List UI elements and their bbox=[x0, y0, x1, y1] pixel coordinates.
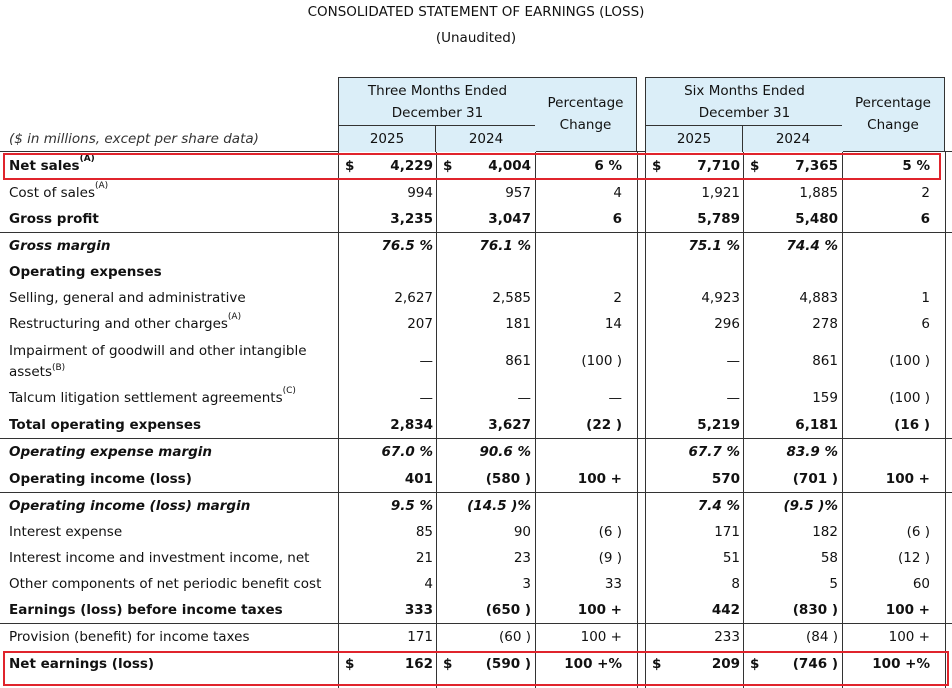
value-cell: 181 bbox=[505, 316, 531, 332]
value-cell: 3,627 bbox=[488, 417, 531, 433]
three-months-label-1: Three Months Ended bbox=[367, 83, 508, 99]
value-cell: 23 bbox=[513, 550, 531, 566]
row-label: Talcum litigation settlement agreements$^{(C)}$ bbox=[9, 386, 296, 406]
value-cell: 159 bbox=[812, 390, 838, 406]
currency-symbol: $ bbox=[345, 656, 355, 672]
row-label: Restructuring and other charges$^{(A)}$ bbox=[9, 312, 242, 332]
row-label: Net sales$^{(A)}$ bbox=[9, 154, 95, 174]
value-cell: (22 ) bbox=[586, 417, 622, 433]
three-months-header bbox=[338, 77, 536, 126]
pct-change-label-3: Percentage bbox=[855, 95, 931, 111]
value-cell: (6 ) bbox=[906, 524, 930, 540]
year-header-row bbox=[0, 126, 952, 152]
value-cell: 2,585 bbox=[492, 290, 531, 306]
value-cell: (100 ) bbox=[889, 390, 930, 406]
value-cell: 100 + bbox=[885, 471, 930, 487]
value-cell: 75.1 % bbox=[688, 238, 740, 254]
currency-symbol: $ bbox=[652, 158, 662, 174]
value-cell: — bbox=[419, 353, 433, 369]
value-cell: 4,883 bbox=[799, 290, 838, 306]
value-cell: (6 ) bbox=[598, 524, 622, 540]
row-label: Total operating expenses bbox=[9, 417, 202, 433]
row-label: Cost of sales$^{(A)}$ bbox=[9, 181, 109, 201]
table-row bbox=[0, 285, 952, 311]
value-cell: (100 ) bbox=[889, 353, 930, 369]
row-label: Gross profit bbox=[9, 211, 99, 227]
value-cell: 3,235 bbox=[390, 211, 433, 227]
value-cell: (84 ) bbox=[805, 629, 838, 645]
value-cell: 100 + bbox=[577, 471, 622, 487]
value-cell: (14.5 )% bbox=[467, 498, 531, 514]
row-label: Interest expense bbox=[9, 524, 123, 540]
value-cell: 861 bbox=[812, 353, 838, 369]
value-cell: 162 bbox=[404, 656, 433, 672]
value-cell: 5,789 bbox=[697, 211, 740, 227]
table-row bbox=[0, 597, 952, 624]
value-cell: (701 ) bbox=[792, 471, 838, 487]
value-cell: — bbox=[517, 390, 531, 406]
value-cell: 67.0 % bbox=[381, 444, 433, 460]
table-row bbox=[0, 466, 952, 493]
table-row bbox=[0, 624, 952, 651]
value-cell: 5,480 bbox=[795, 211, 838, 227]
value-cell: 861 bbox=[505, 353, 531, 369]
value-cell: 100 +% bbox=[872, 656, 930, 672]
value-cell: — bbox=[419, 390, 433, 406]
three-months-label-2: December 31 bbox=[391, 105, 484, 121]
value-cell: 278 bbox=[812, 316, 838, 332]
row-label: Operating income (loss) margin bbox=[9, 498, 251, 514]
value-cell: 171 bbox=[714, 524, 740, 540]
table-row bbox=[0, 180, 952, 206]
value-cell: 401 bbox=[404, 471, 433, 487]
row-label: Selling, general and administrative bbox=[9, 290, 246, 306]
value-cell: 76.5 % bbox=[381, 238, 433, 254]
value-cell: 74.4 % bbox=[786, 238, 838, 254]
currency-symbol: $ bbox=[345, 158, 355, 174]
row-label: Impairment of goodwill and other intangible assets$^{(B)}$ bbox=[9, 343, 307, 380]
value-cell: 76.1 % bbox=[479, 238, 531, 254]
value-cell: (100 ) bbox=[581, 353, 622, 369]
value-cell: 182 bbox=[812, 524, 838, 540]
currency-symbol: $ bbox=[750, 656, 760, 672]
table-row bbox=[0, 311, 952, 337]
six-months-label-1: Six Months Ended bbox=[684, 83, 805, 99]
net-sales-highlight bbox=[3, 153, 941, 180]
value-cell: 21 bbox=[415, 550, 433, 566]
value-cell: 6,181 bbox=[795, 417, 838, 433]
value-cell: 100 + bbox=[580, 629, 622, 645]
value-cell: (12 ) bbox=[897, 550, 930, 566]
value-cell: 6 bbox=[612, 211, 622, 227]
value-cell: 333 bbox=[404, 602, 433, 618]
value-cell: 100 + bbox=[885, 602, 930, 618]
table-row bbox=[0, 337, 952, 385]
year-2024-6m: 2024 bbox=[743, 126, 843, 152]
units-note: ($ in millions, except per share data) bbox=[9, 131, 259, 147]
value-cell: 14 bbox=[604, 316, 622, 332]
value-cell: (16 ) bbox=[894, 417, 930, 433]
value-cell: (9 ) bbox=[598, 550, 622, 566]
value-cell: 1,885 bbox=[799, 185, 838, 201]
value-cell: 9.5 % bbox=[390, 498, 433, 514]
value-cell: 90 bbox=[513, 524, 531, 540]
value-cell: 83.9 % bbox=[786, 444, 838, 460]
value-cell: 8 bbox=[731, 576, 740, 592]
value-cell: 296 bbox=[714, 316, 740, 332]
value-cell: 2 bbox=[613, 290, 622, 306]
value-cell: 957 bbox=[505, 185, 531, 201]
value-cell: 2,627 bbox=[394, 290, 433, 306]
six-months-label-2: December 31 bbox=[698, 105, 791, 121]
value-cell: (650 ) bbox=[485, 602, 531, 618]
value-cell: 100 + bbox=[888, 629, 930, 645]
row-label: Operating income (loss) bbox=[9, 471, 192, 487]
value-cell: 33 bbox=[604, 576, 622, 592]
currency-symbol: $ bbox=[443, 158, 453, 174]
value-cell: (590 ) bbox=[485, 656, 531, 672]
value-cell: (580 ) bbox=[485, 471, 531, 487]
table-row bbox=[0, 439, 952, 466]
value-cell: — bbox=[726, 390, 740, 406]
row-label: Operating expense margin bbox=[9, 444, 213, 460]
row-label: Earnings (loss) before income taxes bbox=[9, 602, 283, 618]
value-cell: 67.7 % bbox=[688, 444, 740, 460]
value-cell: (9.5 )% bbox=[783, 498, 838, 514]
table-row bbox=[0, 493, 952, 520]
value-cell: (60 ) bbox=[498, 629, 531, 645]
value-cell: 209 bbox=[711, 656, 740, 672]
value-cell: 4,923 bbox=[701, 290, 740, 306]
year-2025-6m: 2025 bbox=[645, 126, 743, 152]
value-cell: 6 bbox=[921, 316, 930, 332]
net-earnings-highlight bbox=[3, 651, 949, 686]
value-cell: 1,921 bbox=[701, 185, 740, 201]
value-cell: 100 +% bbox=[564, 656, 622, 672]
value-cell: 85 bbox=[415, 524, 433, 540]
value-cell: 90.6 % bbox=[479, 444, 531, 460]
statement-title: CONSOLIDATED STATEMENT OF EARNINGS (LOSS) bbox=[307, 4, 645, 20]
value-cell: 1 bbox=[921, 290, 930, 306]
row-label: Operating expenses bbox=[9, 264, 162, 280]
value-cell: 6 % bbox=[594, 158, 622, 174]
table-row bbox=[0, 411, 952, 439]
value-cell: 3 bbox=[522, 576, 531, 592]
currency-symbol: $ bbox=[652, 656, 662, 672]
currency-symbol: $ bbox=[750, 158, 760, 174]
value-cell: 4 bbox=[424, 576, 433, 592]
table-row bbox=[0, 206, 952, 233]
value-cell: 2 bbox=[921, 185, 930, 201]
statement-subtitle: (Unaudited) bbox=[435, 30, 517, 46]
value-cell: 4 bbox=[613, 185, 622, 201]
row-label: Interest income and investment income, net bbox=[9, 550, 310, 566]
value-cell: 7,710 bbox=[697, 158, 740, 174]
value-cell: 60 bbox=[912, 576, 930, 592]
row-label: Other components of net periodic benefit cost bbox=[9, 576, 322, 592]
value-cell: 442 bbox=[711, 602, 740, 618]
row-label: Net earnings (loss) bbox=[9, 656, 155, 672]
value-cell: 7,365 bbox=[795, 158, 838, 174]
pct-change-label-1: Percentage bbox=[547, 95, 624, 111]
table-row bbox=[0, 520, 952, 545]
table-row bbox=[0, 385, 952, 411]
value-cell: (830 ) bbox=[792, 602, 838, 618]
value-cell: 4,229 bbox=[390, 158, 433, 174]
value-cell: 2,834 bbox=[390, 417, 433, 433]
value-cell: 5,219 bbox=[697, 417, 740, 433]
year-2025-3m: 2025 bbox=[338, 126, 436, 152]
table-row bbox=[0, 233, 952, 259]
row-label: Provision (benefit) for income taxes bbox=[9, 629, 250, 645]
value-cell: 100 + bbox=[577, 602, 622, 618]
value-cell: (746 ) bbox=[792, 656, 838, 672]
value-cell: 994 bbox=[407, 185, 433, 201]
value-cell: — bbox=[726, 353, 740, 369]
year-2024-3m: 2024 bbox=[436, 126, 536, 152]
value-cell: 4,004 bbox=[488, 158, 531, 174]
currency-symbol: $ bbox=[443, 656, 453, 672]
table-row bbox=[0, 571, 952, 597]
six-months-header bbox=[645, 77, 843, 126]
pct-change-label-2: Change bbox=[559, 117, 612, 133]
value-cell: 207 bbox=[407, 316, 433, 332]
pct-change-label-4: Change bbox=[867, 117, 919, 133]
value-cell: 51 bbox=[722, 550, 740, 566]
value-cell: 3,047 bbox=[488, 211, 531, 227]
value-cell: 7.4 % bbox=[697, 498, 740, 514]
row-label: Gross margin bbox=[9, 238, 111, 254]
value-cell: 6 bbox=[920, 211, 930, 227]
value-cell: 171 bbox=[407, 629, 433, 645]
table-row bbox=[0, 259, 952, 285]
value-cell: — bbox=[608, 390, 622, 406]
value-cell: 58 bbox=[820, 550, 838, 566]
value-cell: 233 bbox=[714, 629, 740, 645]
value-cell: 5 % bbox=[902, 158, 930, 174]
value-cell: 570 bbox=[711, 471, 740, 487]
table-row bbox=[0, 545, 952, 571]
value-cell: 5 bbox=[829, 576, 838, 592]
